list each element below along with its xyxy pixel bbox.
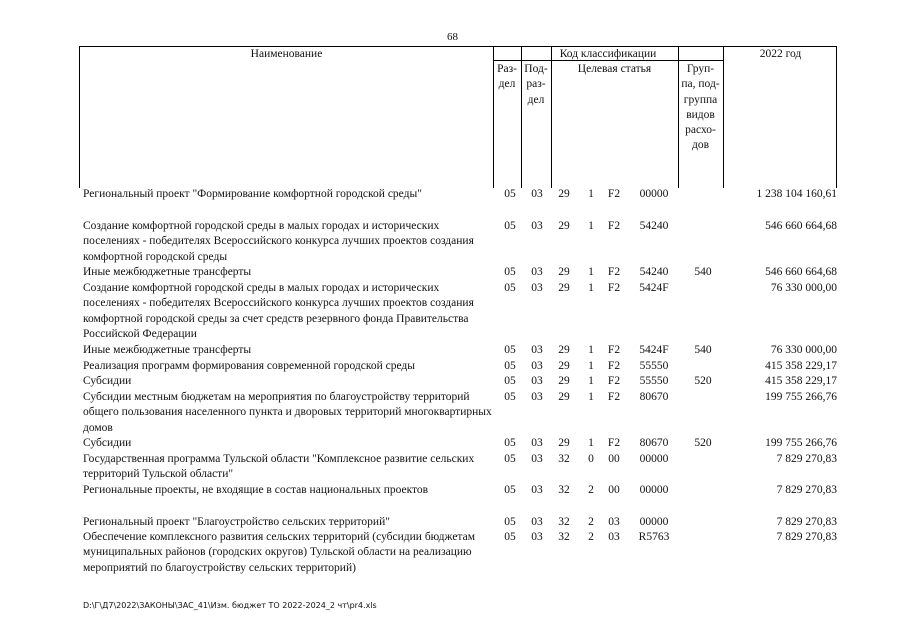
header-name: Наименование bbox=[250, 48, 323, 60]
row-podrazdel: 03 bbox=[531, 375, 543, 387]
row-razdel: 05 bbox=[504, 516, 516, 528]
row-name: Создание комфортной городской среды в малых городах и исторических поселениях - победителях Всероссийского конкурса лучших проектов создания комфортной городской среды за счет средств резервного фонда Правительства Российской Федерации bbox=[83, 282, 474, 341]
row-subprogram: 1 bbox=[588, 188, 594, 200]
table-row bbox=[0, 436, 905, 451]
row-amount: 7 829 270,83 bbox=[776, 531, 837, 543]
row-program: 29 bbox=[558, 266, 570, 278]
row-project: F2 bbox=[607, 220, 621, 232]
row-name: Создание комфортной городской среды в малых городах и исторических поселениях - победителях Всероссийского конкурса лучших проектов создания комфортной городской среды bbox=[83, 220, 474, 263]
row-name: Субсидии местным бюджетам на мероприятия по благоустройству территорий общего пользования населенного пункта и дворовых территорий многоквартирных домов bbox=[83, 391, 492, 434]
row-razdel: 05 bbox=[504, 531, 516, 543]
row-razdel: 05 bbox=[504, 437, 516, 449]
row-project: 00 bbox=[608, 453, 620, 465]
row-project: F2 bbox=[607, 437, 621, 449]
row-program: 32 bbox=[558, 516, 570, 528]
row-subprogram: 2 bbox=[588, 516, 594, 528]
row-name: Иные межбюджетные трансферты bbox=[83, 344, 252, 356]
row-program: 32 bbox=[558, 484, 570, 496]
row-subprogram: 1 bbox=[588, 437, 594, 449]
row-direction: 55550 bbox=[639, 375, 669, 387]
row-podrazdel: 03 bbox=[531, 188, 543, 200]
row-project: F2 bbox=[607, 188, 621, 200]
row-direction: 54240 bbox=[639, 220, 669, 232]
row-podrazdel: 03 bbox=[531, 282, 543, 294]
row-program: 29 bbox=[558, 391, 570, 403]
row-program: 29 bbox=[558, 344, 570, 356]
table-row bbox=[0, 187, 905, 202]
row-amount: 7 829 270,83 bbox=[776, 516, 837, 528]
row-direction: 5424F bbox=[639, 282, 669, 294]
row-podrazdel: 03 bbox=[531, 220, 543, 232]
row-podrazdel: 03 bbox=[531, 531, 543, 543]
row-program: 29 bbox=[558, 282, 570, 294]
row-razdel: 05 bbox=[504, 344, 516, 356]
row-group: 520 bbox=[694, 437, 712, 449]
row-subprogram: 1 bbox=[588, 220, 594, 232]
row-amount: 415 358 229,17 bbox=[765, 375, 837, 387]
row-program: 29 bbox=[558, 220, 570, 232]
table-row bbox=[0, 359, 905, 374]
row-program: 32 bbox=[558, 453, 570, 465]
row-program: 29 bbox=[558, 375, 570, 387]
table-row bbox=[0, 343, 905, 358]
row-razdel: 05 bbox=[504, 360, 516, 372]
row-podrazdel: 03 bbox=[531, 484, 543, 496]
row-project: 03 bbox=[608, 516, 620, 528]
row-direction: 00000 bbox=[639, 188, 669, 200]
row-amount: 76 330 000,00 bbox=[770, 282, 837, 294]
row-amount: 199 755 266,76 bbox=[765, 437, 837, 449]
header-code: Код классификации bbox=[559, 48, 657, 60]
row-direction: 5424F bbox=[639, 344, 669, 356]
row-direction: 55550 bbox=[639, 360, 669, 372]
row-subprogram: 2 bbox=[588, 484, 594, 496]
row-podrazdel: 03 bbox=[531, 266, 543, 278]
row-name: Региональный проект "Благоустройство сельских территорий" bbox=[83, 516, 390, 528]
row-direction: 00000 bbox=[639, 453, 669, 465]
row-razdel: 05 bbox=[504, 391, 516, 403]
row-program: 32 bbox=[558, 531, 570, 543]
row-podrazdel: 03 bbox=[531, 344, 543, 356]
row-project: F2 bbox=[607, 360, 621, 372]
row-razdel: 05 bbox=[504, 282, 516, 294]
row-project: F2 bbox=[607, 344, 621, 356]
row-name: Реализация программ формирования современной городской среды bbox=[83, 360, 416, 372]
row-podrazdel: 03 bbox=[531, 516, 543, 528]
row-project: F2 bbox=[607, 282, 621, 294]
row-podrazdel: 03 bbox=[531, 360, 543, 372]
table-row bbox=[0, 265, 905, 280]
row-amount: 546 660 664,68 bbox=[765, 220, 837, 232]
row-amount: 7 829 270,83 bbox=[776, 453, 837, 465]
row-razdel: 05 bbox=[504, 484, 516, 496]
table-header bbox=[79, 46, 837, 188]
header-target: Целевая статья bbox=[577, 63, 652, 75]
row-razdel: 05 bbox=[504, 375, 516, 387]
page-number: 68 bbox=[447, 31, 458, 43]
row-podrazdel: 03 bbox=[531, 391, 543, 403]
row-razdel: 05 bbox=[504, 220, 516, 232]
row-podrazdel: 03 bbox=[531, 453, 543, 465]
row-project: F2 bbox=[607, 266, 621, 278]
row-subprogram: 1 bbox=[588, 282, 594, 294]
row-subprogram: 0 bbox=[588, 453, 594, 465]
table-row bbox=[0, 219, 905, 263]
header-year: 2022 год bbox=[759, 48, 802, 60]
row-amount: 76 330 000,00 bbox=[770, 344, 837, 356]
row-amount: 199 755 266,76 bbox=[765, 391, 837, 403]
row-subprogram: 2 bbox=[588, 531, 594, 543]
row-program: 29 bbox=[558, 437, 570, 449]
row-program: 29 bbox=[558, 360, 570, 372]
row-project: F2 bbox=[607, 375, 621, 387]
row-subprogram: 1 bbox=[588, 391, 594, 403]
row-amount: 415 358 229,17 bbox=[765, 360, 837, 372]
row-direction: 54240 bbox=[639, 266, 669, 278]
row-subprogram: 1 bbox=[588, 266, 594, 278]
file-path-footer: D:\Г\Д7\2022\ЗАКОНЫ\ЗАС_41\Изм. бюджет ТО 2022-2024_2 чт\pr4.xls bbox=[83, 601, 377, 610]
row-subprogram: 1 bbox=[588, 360, 594, 372]
col-divider bbox=[723, 47, 724, 188]
row-group: 540 bbox=[694, 344, 712, 356]
row-direction: 80670 bbox=[639, 391, 669, 403]
table-row bbox=[0, 374, 905, 389]
row-project: 00 bbox=[608, 484, 620, 496]
row-project: F2 bbox=[607, 391, 621, 403]
row-podrazdel: 03 bbox=[531, 437, 543, 449]
row-name: Иные межбюджетные трансферты bbox=[83, 266, 252, 278]
row-razdel: 05 bbox=[504, 453, 516, 465]
row-name: Субсидии bbox=[83, 437, 132, 449]
row-name: Региональный проект "Формирование комфортной городской среды" bbox=[83, 188, 422, 200]
row-direction: R5763 bbox=[638, 531, 670, 543]
table-row bbox=[0, 483, 905, 498]
row-amount: 7 829 270,83 bbox=[776, 484, 837, 496]
row-name: Субсидии bbox=[83, 375, 132, 387]
row-direction: 00000 bbox=[639, 516, 669, 528]
header-razdel: Раз- дел bbox=[497, 63, 517, 91]
table-row bbox=[0, 452, 905, 481]
row-name: Государственная программа Тульской области "Комплексное развитие сельских территорий Тульской области" bbox=[83, 453, 475, 481]
table-row bbox=[0, 281, 905, 341]
row-direction: 00000 bbox=[639, 484, 669, 496]
table-row bbox=[0, 530, 905, 574]
header-group: Груп- па, под- группа видов расхо- дов bbox=[681, 63, 720, 152]
row-project: 03 bbox=[608, 531, 620, 543]
row-razdel: 05 bbox=[504, 188, 516, 200]
table-row bbox=[0, 390, 905, 434]
row-name: Обеспечение комплексного развития сельских территорий (субсидии бюджетам муниципальных районов (городских округов) Тульской области на реализацию мероприятий по благоустройству сельских территорий) bbox=[83, 531, 475, 574]
row-amount: 1 238 104 160,61 bbox=[756, 188, 837, 200]
row-subprogram: 1 bbox=[588, 375, 594, 387]
row-program: 29 bbox=[558, 188, 570, 200]
header-podrazdel: Под- раз- дел bbox=[524, 63, 548, 106]
row-direction: 80670 bbox=[639, 437, 669, 449]
table-row bbox=[0, 515, 905, 530]
row-group: 520 bbox=[694, 375, 712, 387]
row-razdel: 05 bbox=[504, 266, 516, 278]
row-amount: 546 660 664,68 bbox=[765, 266, 837, 278]
row-subprogram: 1 bbox=[588, 344, 594, 356]
row-name: Региональные проекты, не входящие в состав национальных проектов bbox=[83, 484, 429, 496]
row-group: 540 bbox=[694, 266, 712, 278]
